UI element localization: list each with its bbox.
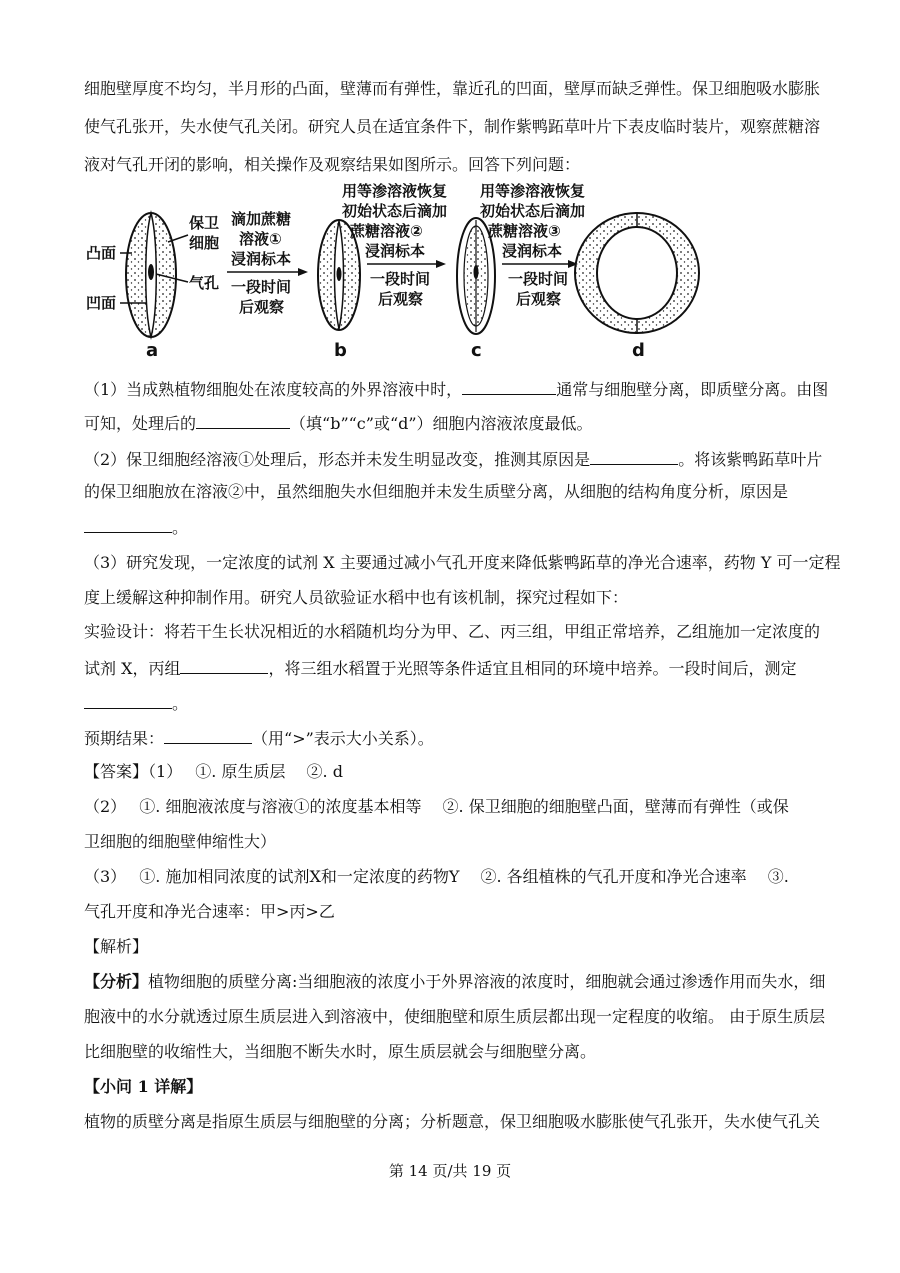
q2-blank-2[interactable] — [84, 516, 172, 533]
intro-line-2: 使气孔张开，失水使气孔关闭。研究人员在适宜条件下，制作紫鸭跖草叶片下表皮临时装片，观察蔗糖溶 — [84, 117, 821, 136]
svg-text:用等渗溶液恢复: 用等渗溶液恢复 — [480, 182, 586, 200]
svg-text:滴加蔗糖: 滴加蔗糖 — [231, 210, 292, 228]
answer-line-5: 气孔开度和净光合速率：甲>丙>乙 — [84, 902, 335, 921]
label-concave: 凹面 — [86, 294, 117, 312]
q1-line-2: 可知，处理后的 （填“b”“c”或“d”）细胞内溶液浓度最低。 — [84, 414, 593, 433]
cell-a-shape — [126, 213, 176, 337]
q1-line-1: （1）当成熟植物细胞处在浓度较高的外界溶液中时， 通常与细胞壁分离，即质壁分离。由图 — [84, 380, 829, 399]
q1-blank-2[interactable] — [196, 412, 290, 429]
label-guard-cell-2: 细胞 — [189, 234, 220, 252]
analysis-heading: 【解析】 — [84, 937, 149, 956]
label-convex: 凸面 — [86, 244, 117, 262]
svg-text:用等渗溶液恢复: 用等渗溶液恢复 — [342, 182, 448, 200]
svg-text:一段时间: 一段时间 — [231, 278, 292, 296]
q2-line-3: 。 — [84, 516, 188, 538]
q2-line-2: 的保卫细胞放在溶液②中，虽然细胞失水但细胞并未发生质壁分离，从细胞的结构角度分析，原因是 — [84, 482, 789, 501]
svg-text:蔗糖溶液③: 蔗糖溶液③ — [488, 222, 561, 240]
q3-blank-2[interactable] — [84, 692, 172, 709]
svg-text:一段时间: 一段时间 — [370, 270, 431, 288]
q2-blank-1[interactable] — [590, 448, 678, 465]
q3-line-1: （3）研究发现，一定浓度的试剂 X 主要通过减小气孔开度来降低紫鸭跖草的净光合速率，药物 Y 可一定程 — [84, 553, 841, 572]
svg-text:后观察: 后观察 — [239, 298, 285, 316]
label-d: d — [632, 340, 645, 361]
svg-text:后观察: 后观察 — [516, 290, 562, 308]
label-b: b — [334, 340, 347, 361]
analysis-fenxi-line-3: 比细胞壁的收缩性大，当细胞不断失水时，原生质层就会与细胞壁分离。 — [84, 1042, 597, 1061]
page-footer: 第 14 页/共 19 页 — [388, 1162, 512, 1180]
svg-text:溶液①: 溶液① — [239, 230, 282, 248]
answer-line-4: （3） ①. 施加相同浓度的试剂X和一定浓度的药物Y ②. 各组植株的气孔开度和净光合速率 ③. — [84, 867, 789, 886]
svg-text:初始状态后滴加: 初始状态后滴加 — [342, 202, 448, 220]
cell-d-shape — [575, 213, 699, 333]
q3-line-3: 实验设计：将若干生长状况相近的水稻随机均分为甲、乙、丙三组，甲组正常培养，乙组施加一定浓度的 — [84, 622, 821, 641]
q3-line-4: 试剂 X，丙组 ，将三组水稻置于光照等条件适宜且相同的环境中培养。一段时间后，测定 — [84, 659, 797, 678]
svg-text:后观察: 后观察 — [378, 290, 424, 308]
answer-line-3: 卫细胞的细胞壁伸缩性大） — [84, 832, 277, 851]
q3-blank-1[interactable] — [180, 657, 268, 674]
sub-question-1-heading: 【小问 1 详解】 — [84, 1077, 203, 1096]
svg-text:浸润标本: 浸润标本 — [502, 242, 563, 260]
answer-line-2: （2） ①. 细胞液浓度与溶液①的浓度基本相等 ②. 保卫细胞的细胞壁凸面，壁薄而有弹性（或保 — [84, 797, 789, 816]
q3-line-5: 。 — [84, 692, 188, 714]
detail-1-line-1: 植物的质壁分离是指原生质层与细胞壁的分离；分析题意，保卫细胞吸水膨胀使气孔张开，失水使气孔关 — [84, 1112, 821, 1131]
svg-text:浸润标本: 浸润标本 — [365, 242, 426, 260]
svg-text:初始状态后滴加: 初始状态后滴加 — [480, 202, 586, 220]
q3-line-6: 预期结果： （用“>”表示大小关系）。 — [84, 729, 434, 748]
label-c: c — [471, 340, 482, 361]
q2-line-1: （2）保卫细胞经溶液①处理后，形态并未发生明显改变，推测其原因是 。将该紫鸭跖草叶片 — [84, 450, 823, 469]
svg-text:浸润标本: 浸润标本 — [231, 250, 292, 268]
analysis-fenxi-line-2: 胞液中的水分就透过原生质层进入到溶液中，使细胞壁和原生质层都出现一定程度的收缩。 由于原生质层 — [84, 1007, 826, 1026]
q3-line-2: 度上缓解这种抑制作用。研究人员欲验证水稻中也有该机制，探究过程如下： — [84, 588, 629, 607]
analysis-fenxi-line-1: 【分析】植物细胞的质壁分离:当细胞液的浓度小于外界溶液的浓度时，细胞就会通过渗透作用而失水，细 — [84, 972, 826, 991]
answer-line-1: 【答案】（1） ①. 原生质层 ②. d — [84, 762, 343, 781]
intro-line-1: 细胞壁厚度不均匀，半月形的凸面，壁薄而有弹性，靠近孔的凹面，壁厚而缺乏弹性。保卫细胞吸水膨胀 — [84, 79, 821, 98]
step1-annotation — [227, 210, 308, 316]
svg-text:一段时间: 一段时间 — [508, 270, 569, 288]
label-guard-cell-1: 保卫 — [189, 214, 220, 232]
stomata-figure — [84, 180, 645, 361]
q3-blank-3[interactable] — [164, 727, 252, 744]
q1-blank-1[interactable] — [462, 378, 556, 395]
label-a: a — [146, 340, 159, 361]
svg-text:蔗糖溶液②: 蔗糖溶液② — [350, 222, 423, 240]
intro-line-3: 液对气孔开闭的影响，相关操作及观察结果如图所示。回答下列问题： — [84, 155, 581, 174]
label-stoma: 气孔 — [189, 274, 220, 292]
